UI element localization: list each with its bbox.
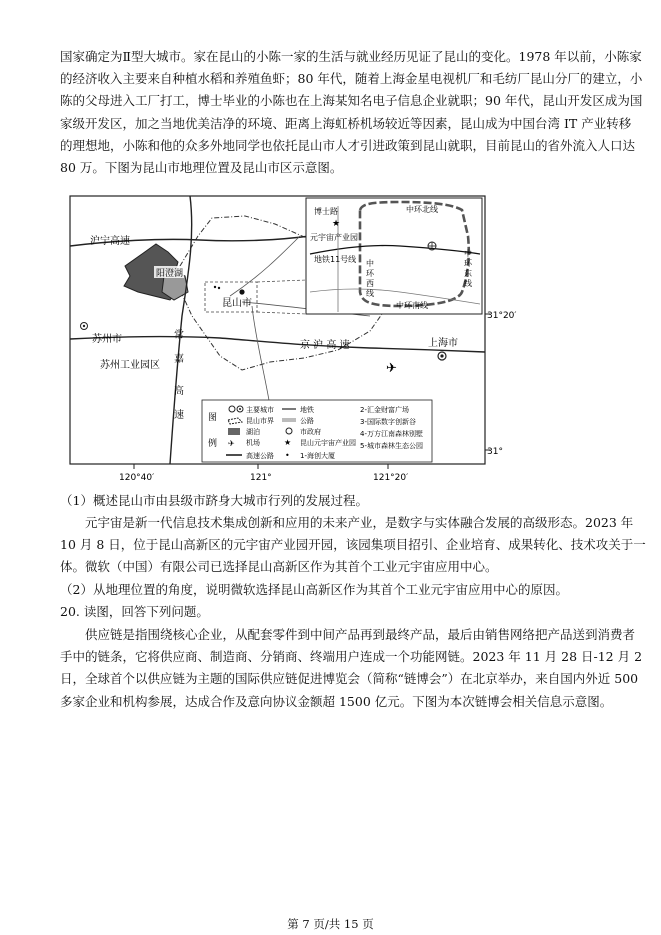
text-line: （1）概述昆山市由县级市跻身大城市行列的发展过程。 (60, 493, 368, 508)
changjia-char: 速 (174, 410, 184, 421)
kunshan-label: 昆山市 (222, 298, 252, 309)
zhonghuan-north-label: 中环北线 (406, 205, 438, 214)
legend-item: 1-海创大厦 (300, 452, 335, 460)
supply-chain-paragraph (60, 624, 643, 713)
lon-label-12120: 121°20′ (373, 473, 409, 483)
legend-item: 公路 (300, 417, 314, 425)
kunshan-city-dot (239, 289, 244, 294)
text-line: 80 万。下图为昆山市地理位置及昆山市区示意图。 (60, 160, 343, 176)
question-20 (60, 601, 620, 623)
airplane-icon: ✈ (386, 361, 397, 376)
legend-item: 昆山市界 (246, 417, 274, 425)
text-line: 国家确定为Ⅱ型大城市。家在昆山的小陈一家的生活与就业经历见证了昆山的变化。1978 年以前，小陈家 (60, 49, 642, 64)
question-2 (60, 579, 620, 601)
zhonghuan-south-label: 中环南线 (396, 301, 428, 310)
lon-label-121: 121° (250, 473, 272, 483)
shanghai-symbol-dot (440, 354, 443, 357)
zhonghuan-east-char: 东 (464, 269, 472, 278)
lat-label-31: 31° (487, 447, 503, 457)
lat-label-3120: 31°20′ (487, 311, 517, 321)
legend-item: 2-汇金财富广场 (360, 406, 409, 414)
question-1 (60, 490, 620, 512)
dot-icon: • (285, 451, 290, 460)
zhonghuan-east-char: 环 (464, 259, 472, 268)
intro-paragraph (60, 46, 643, 179)
yangcheng-lake-label: 阳澄湖 (156, 269, 184, 279)
legend-item: 地铁 (300, 406, 314, 414)
boshi-road-label: 博士路 (314, 207, 338, 216)
suzhou-symbol-dot (83, 325, 85, 327)
text-line: 10 月 8 日，位于昆山高新区的元宇宙产业园开园，该园集项目招引、企业培育、成果转化、技术攻关于一 (60, 537, 646, 553)
text-line: 体。微软（中国）有限公司已选择昆山高新区作为其首个工业元宇宙应用中心。 (60, 559, 498, 575)
zhonghuan-west-char: 环 (366, 269, 374, 278)
text-line: 家级开发区，加之当地优美洁净的环境、距离上海虹桥机场较近等因素，昆山成为中国台湾 IT 产业转移 (60, 115, 632, 131)
zhonghuan-east-char: 线 (464, 279, 472, 288)
zhonghuan-west-char: 西 (366, 279, 374, 288)
map-legend (202, 400, 432, 462)
legend-item: 4-万方江南森林别墅 (360, 430, 423, 438)
text-line: 多家企业和机构参展，达成合作及意向协议金额超 1500 亿元。下图为本次链博会相关信息示意图。 (60, 693, 613, 709)
legend-item: 5-城市森林生态公园 (360, 442, 423, 450)
kunshan-map (70, 196, 517, 486)
text-line: 的经济收入主要来自种植水稻和养殖鱼虾；80 年代，随着上海金星电视机厂和毛纺厂昆山分厂的建立，小 (60, 71, 643, 87)
legend-item: 高速公路 (246, 452, 274, 460)
legend-item: 主要城市 (246, 406, 274, 414)
zhonghuan-east-char: 中 (464, 249, 472, 258)
suzhou-park-label: 苏州工业园区 (100, 360, 160, 371)
text-line: 的理想地，小陈和他的众多外地同学也依托昆山市人才引进政策到昆山就职，目前昆山的省外流入人口达 (60, 137, 636, 153)
site-dot (218, 287, 220, 289)
shanghai-label: 上海市 (428, 338, 458, 349)
text-line: 手中的链条，它将供应商、制造商、分销商、终端用户连成一个功能网链。2023 年 11 月 28 日-12 月 2 (60, 649, 643, 665)
text-line: 20. 读图，回答下列问题。 (60, 604, 209, 619)
text-line: （2）从地理位置的角度，说明微软选择昆山高新区作为其首个工业元宇宙应用中心的原因。 (60, 582, 568, 597)
metaverse-park-label: 元宇宙产业园 (310, 233, 358, 242)
legend-title-char: 图 (208, 413, 218, 423)
star-icon: ★ (332, 219, 341, 229)
legend-item: 昆山元宇宙产业园 (300, 439, 356, 447)
text-line: 元宇宙是新一代信息技术集成创新和应用的未来产业，是数字与实体融合发展的高级形态。2023 年 (85, 515, 634, 530)
lake-symbol (228, 428, 240, 435)
text-line: 供应链是指围绕核心企业，从配套零件到中间产品再到最终产品，最后由销售网络把产品送到消费者 (85, 627, 636, 642)
zhonghuan-west-char: 中 (366, 259, 374, 268)
text-line: 陈的父母进入工厂打工，博士毕业的小陈也在上海某知名电子信息企业就职；90 年代，昆山开发区成为国 (60, 93, 643, 109)
legend-item: 市政府 (300, 428, 321, 436)
legend-title-char: 例 (208, 439, 218, 449)
changjia-char: 常 (174, 330, 184, 341)
changjia-char: 嘉 (174, 354, 184, 365)
zhonghuan-west-char: 线 (366, 289, 374, 298)
text-line: 日，全球首个以供应链为主题的国际供应链促进博览会（简称“链博会”）在北京举办，来自国内外近 500 (60, 671, 639, 687)
lon-label-12040: 120°40′ (119, 473, 155, 483)
page-footer: 第 7 页/共 15 页 (287, 917, 374, 931)
site-dot (214, 286, 216, 288)
jinghu-expressway-label: 京 沪 高 速 (300, 340, 350, 351)
legend-item: 湖泊 (246, 428, 260, 436)
metaverse-paragraph (60, 512, 646, 579)
legend-item: 机场 (246, 439, 260, 447)
suzhou-label: 苏州市 (92, 334, 122, 345)
metro11-label: 地铁11号线 (314, 255, 357, 264)
city-symbol-dot (239, 408, 241, 410)
huning-expressway-label: 沪宁高速 (90, 236, 130, 247)
star-icon: ★ (284, 438, 292, 447)
airplane-icon: ✈ (228, 439, 235, 448)
changjia-char: 高 (174, 386, 184, 397)
legend-item: 3-国际数字创新谷 (360, 418, 416, 426)
